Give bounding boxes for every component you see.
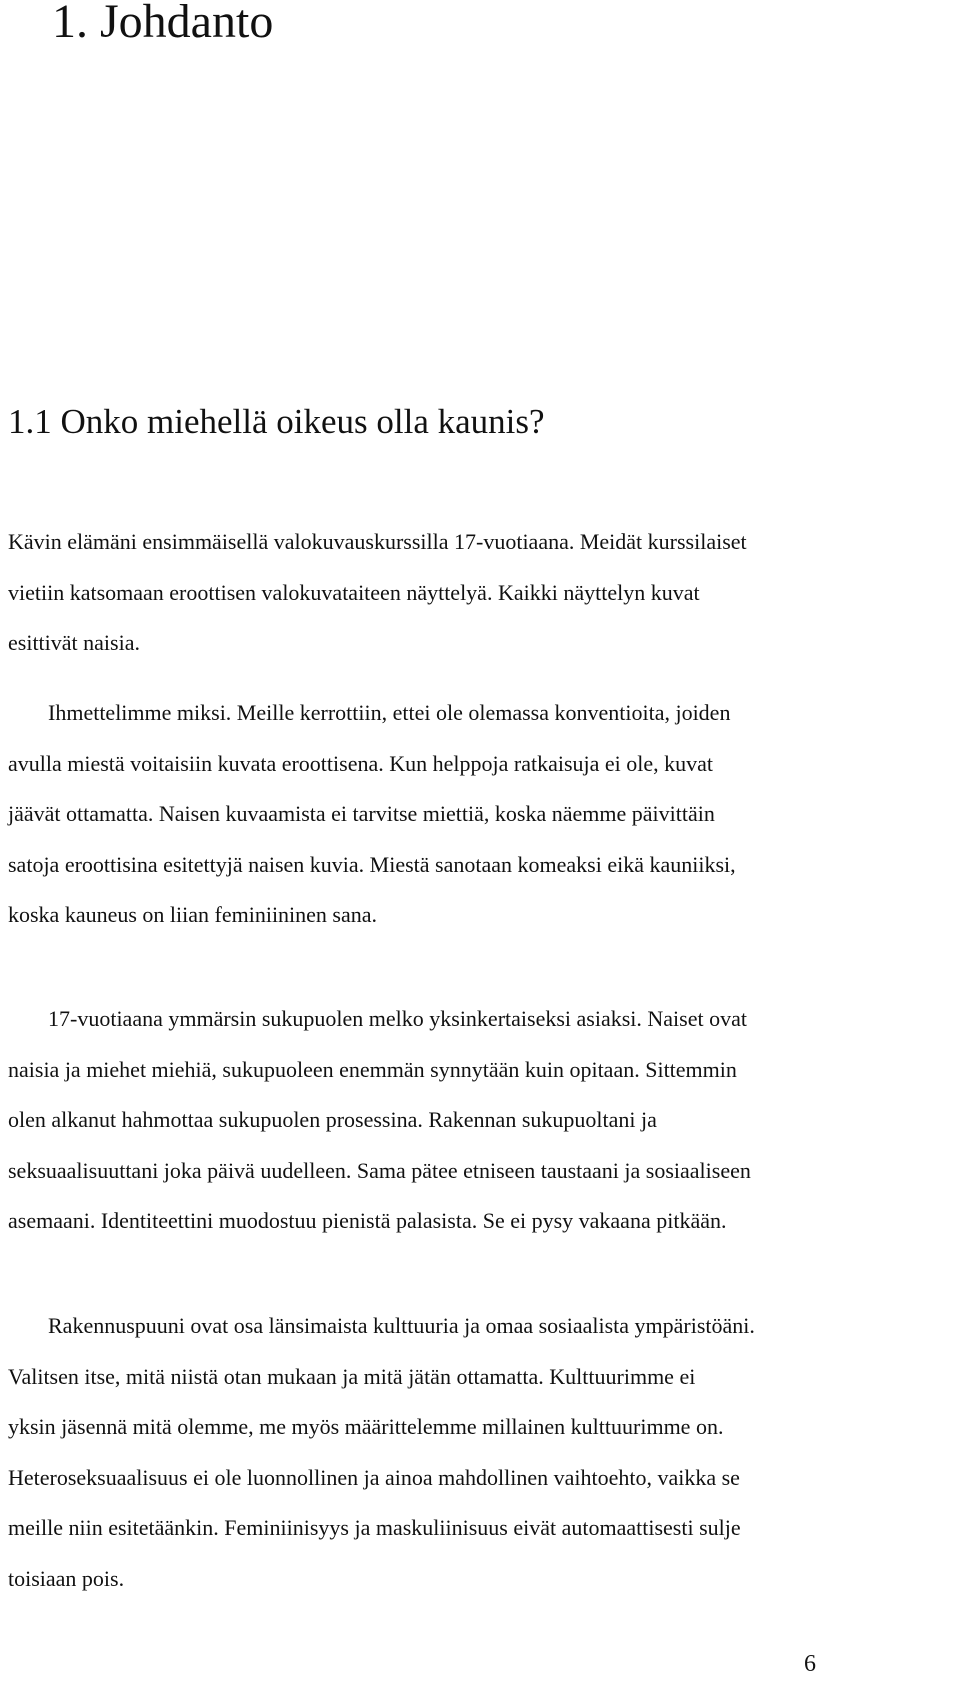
paragraph-line: koska kauneus on liian feminiininen sana. xyxy=(8,902,378,928)
paragraph-line: olen alkanut hahmottaa sukupuolen prosessina. Rakennan sukupuoltani ja xyxy=(8,1107,657,1133)
paragraph-line: Kävin elämäni ensimmäisellä valokuvauskurssilla 17-vuotiaana. Meidät kurssilaiset xyxy=(8,529,747,554)
paragraph-line: 17-vuotiaana ymmärsin sukupuolen melko yksinkertaiseksi asiaksi. Naiset ovat xyxy=(48,1006,747,1031)
paragraph-1 xyxy=(8,517,952,669)
paragraph-line: Rakennuspuuni ovat osa länsimaista kulttuuria ja omaa sosiaalista ympäristöäni. xyxy=(48,1313,755,1338)
paragraph-line: satoja eroottisina esitettyjä naisen kuvia. Miestä sanotaan komeaksi eikä kauniiksi, xyxy=(8,851,736,877)
paragraph-line: Ihmettelimme miksi. Meille kerrottiin, ettei ole olemassa konventioita, joiden xyxy=(48,700,731,725)
paragraph-line: asemaani. Identiteettini muodostuu pienistä palasista. Se ei pysy vakaana pitkään. xyxy=(8,1208,727,1234)
paragraph-4 xyxy=(8,1301,952,1605)
paragraph-line: jäävät ottamatta. Naisen kuvaamista ei tarvitse miettiä, koska näemme päivittäin xyxy=(8,801,715,827)
paragraph-line: naisia ja miehet miehiä, sukupuoleen enemmän synnytään kuin opitaan. Sittemmin xyxy=(8,1056,737,1082)
chapter-heading: 1. Johdanto xyxy=(52,0,274,48)
paragraph-3 xyxy=(8,994,952,1247)
paragraph-line: esittivät naisia. xyxy=(8,630,140,656)
paragraph-line: toisiaan pois. xyxy=(8,1565,125,1591)
paragraph-2 xyxy=(8,688,952,941)
paragraph-line: Heteroseksuaalisuus ei ole luonnollinen ja ainoa mahdollinen vaihtoehto, vaikka se xyxy=(8,1464,740,1490)
page-number: 6 xyxy=(804,1651,816,1677)
paragraph-line: Valitsen itse, mitä niistä otan mukaan ja mitä jätän ottamatta. Kulttuurimme ei xyxy=(8,1363,696,1389)
section-heading: 1.1 Onko miehellä oikeus olla kaunis? xyxy=(8,402,545,441)
paragraph-line: meille niin esitetäänkin. Feminiinisyys ja maskuliinisuus eivät automaattisesti sulje xyxy=(8,1515,741,1541)
paragraph-line: yksin jäsennä mitä olemme, me myös määrittelemme millainen kulttuurimme on. xyxy=(8,1414,724,1440)
paragraph-line: vietiin katsomaan eroottisen valokuvataiteen näyttelyä. Kaikki näyttelyn kuvat xyxy=(8,579,700,605)
paragraph-line: avulla miestä voitaisiin kuvata eroottisena. Kun helppoja ratkaisuja ei ole, kuvat xyxy=(8,750,714,776)
paragraph-line: seksuaalisuuttani joka päivä uudelleen. Sama pätee etniseen taustaani ja sosiaaliseen xyxy=(8,1157,751,1183)
